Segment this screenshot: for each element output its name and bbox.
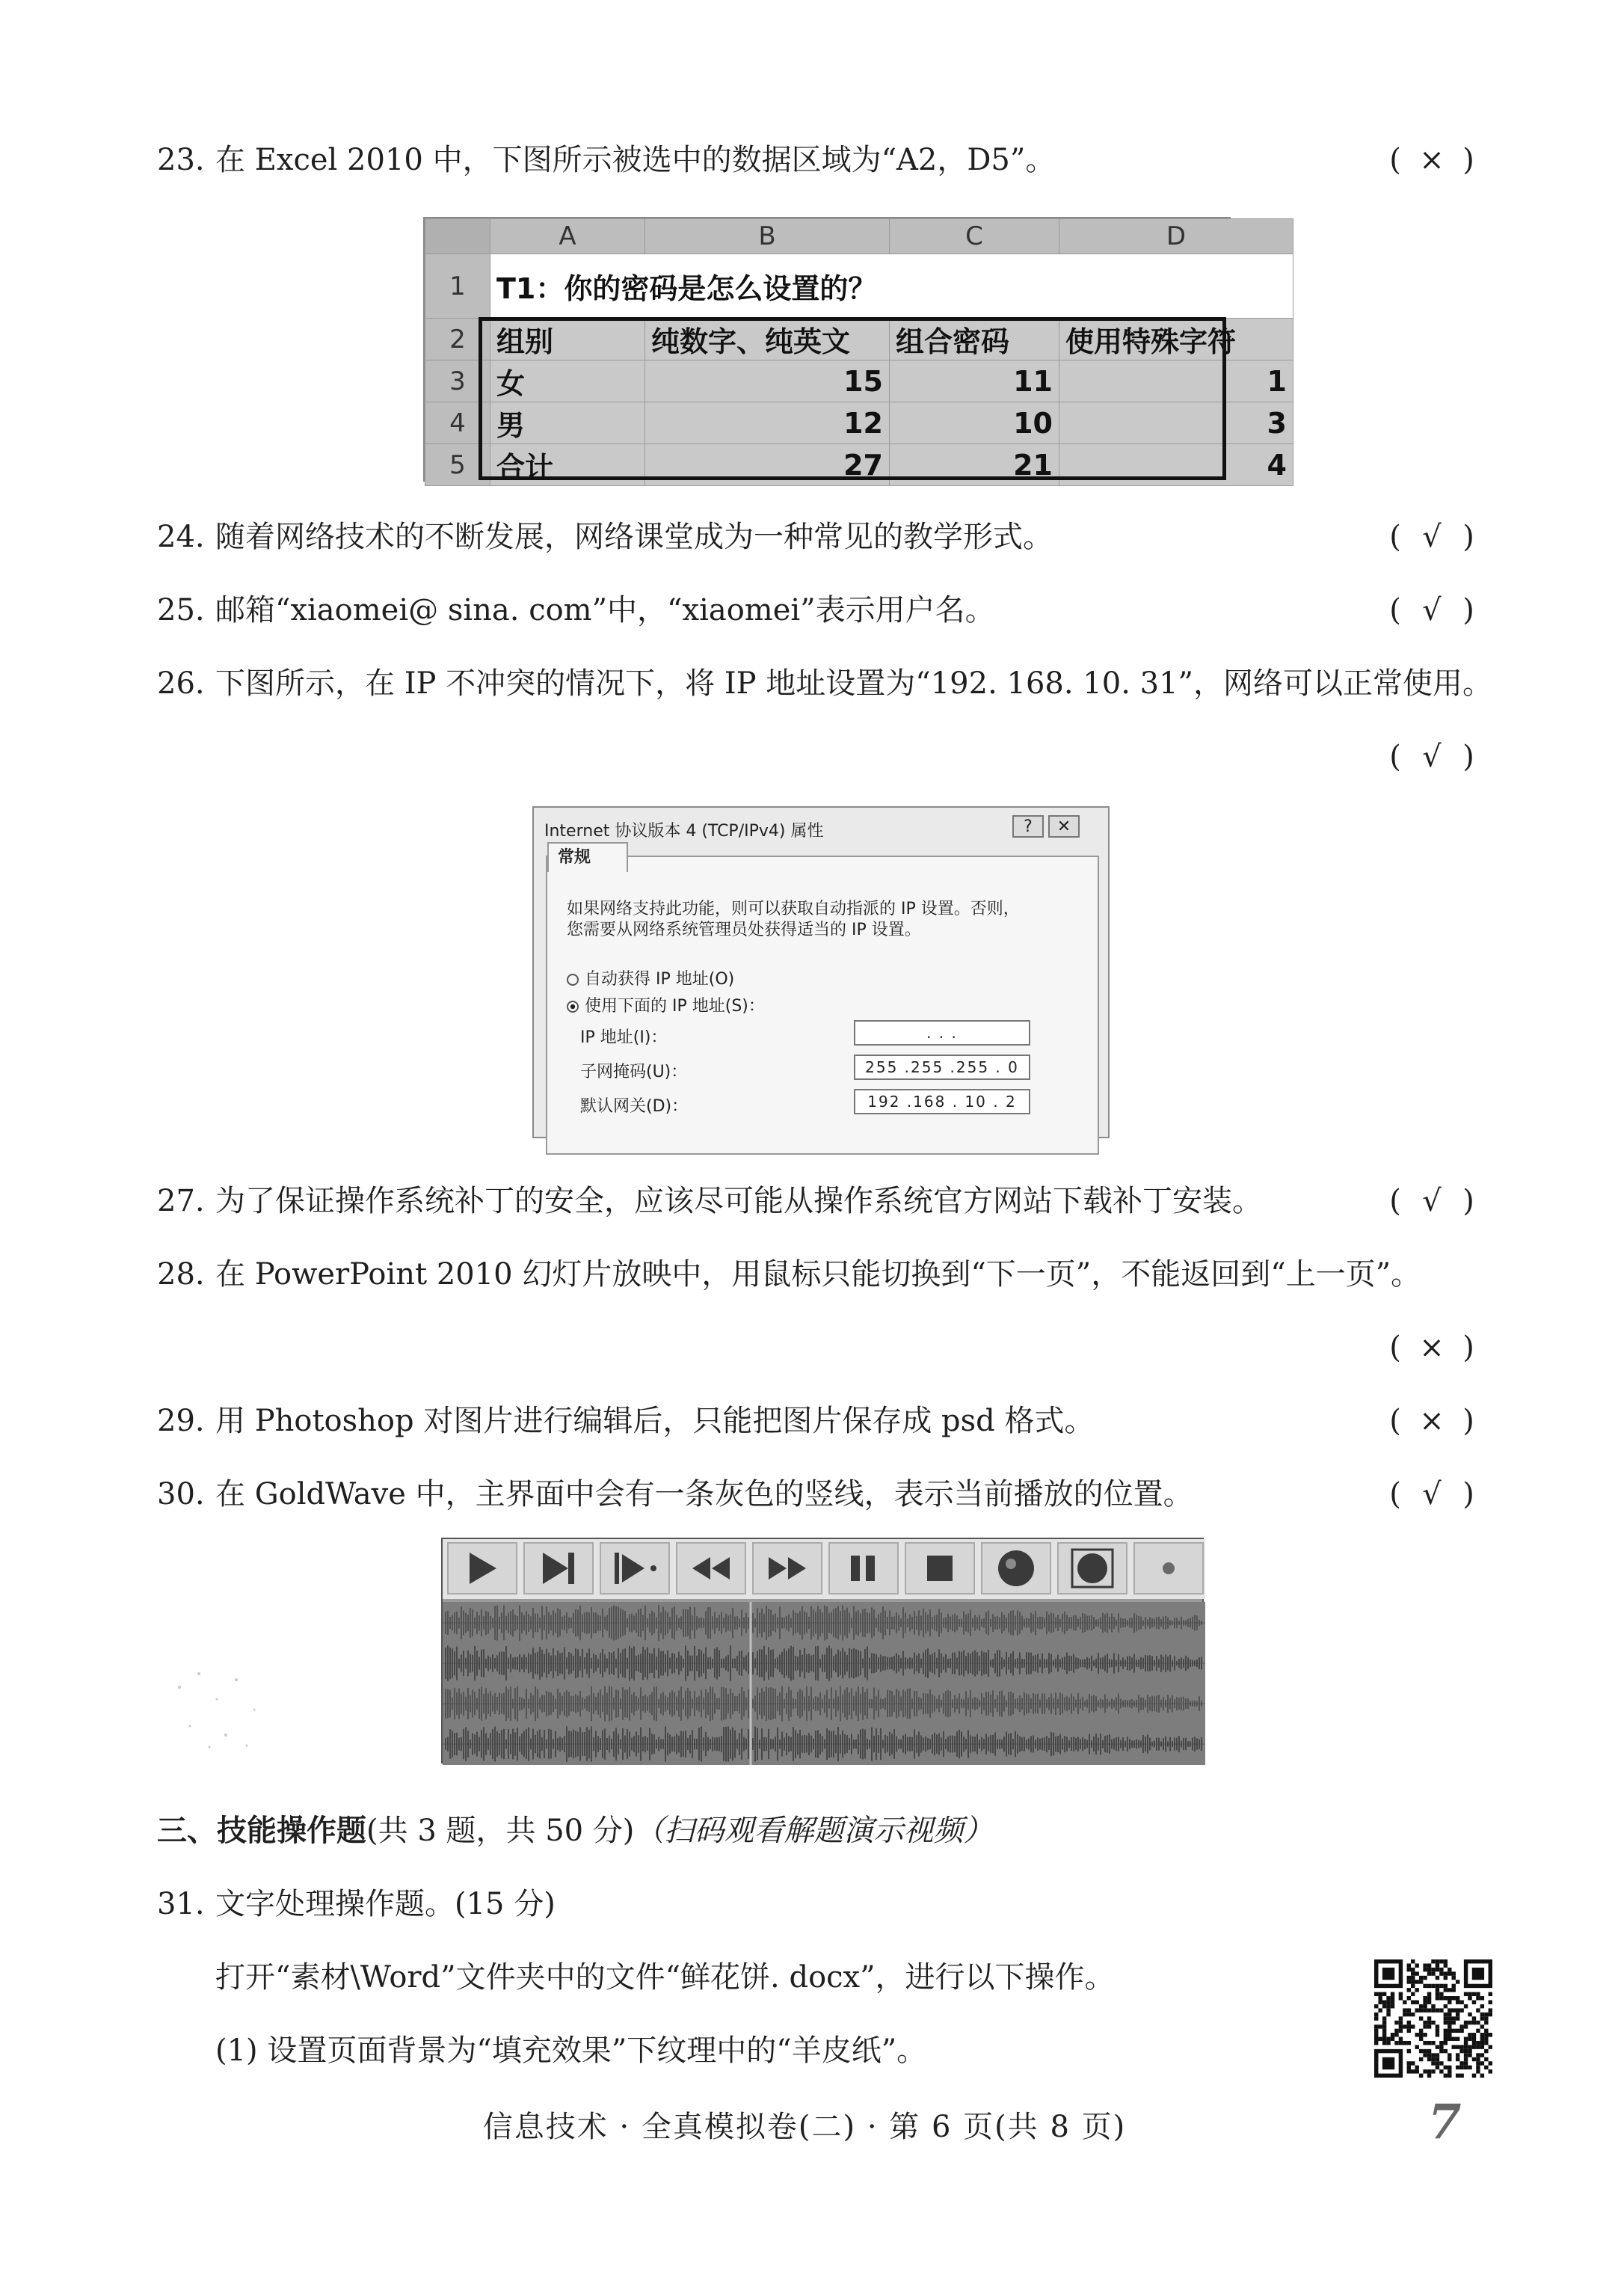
question-number: 28. xyxy=(157,1257,205,1292)
mask-label: 子网掩码(U)： xyxy=(580,1063,688,1081)
section-note: （扫码观看解题演示视频） xyxy=(634,1814,994,1848)
description-line-1: 如果网络支持此功能，则可以获取自动指派的 IP 设置。否则， xyxy=(567,900,1020,918)
data-cell: 10 xyxy=(890,402,1059,444)
question-25 xyxy=(157,589,995,631)
question-30 xyxy=(157,1473,1193,1515)
play-icon xyxy=(449,1544,516,1593)
section-heading xyxy=(157,1810,993,1852)
question-number: 23. xyxy=(157,143,205,177)
data-cell: 3 xyxy=(1059,402,1293,444)
answer-mark: √ xyxy=(1422,593,1442,627)
question-text: 为了保证操作系统补丁的安全，应该尽可能从操作系统官方网站下载补丁安装。 xyxy=(215,1184,1262,1218)
q31-instruction: 打开“素材\Word”文件夹中的文件“鲜花饼. docx”，进行以下操作。 xyxy=(215,1960,1115,1995)
answer-mark: √ xyxy=(1422,740,1442,774)
corner-cell xyxy=(425,219,490,254)
record-selection-button[interactable] xyxy=(1057,1542,1127,1594)
question-number: 25. xyxy=(157,593,205,627)
pause-button[interactable] xyxy=(828,1542,899,1594)
scan-speckles xyxy=(164,1657,277,1755)
answer-mark: × xyxy=(1419,143,1445,177)
monitor-button[interactable] xyxy=(1133,1542,1204,1594)
subnet-mask-input[interactable]: 255 .255 .255 . 0 xyxy=(854,1055,1030,1080)
close-button[interactable]: ✕ xyxy=(1048,815,1080,838)
fast-forward-button[interactable] xyxy=(752,1542,822,1594)
rewind-icon xyxy=(677,1544,745,1593)
goldwave-toolbar xyxy=(443,1539,1205,1599)
data-cell: 15 xyxy=(645,360,890,402)
data-cell: 女 xyxy=(490,360,645,402)
waveform-graphic xyxy=(443,1602,1205,1765)
radio-icon xyxy=(567,974,579,986)
answer-mark: × xyxy=(1419,1404,1445,1438)
play-from-icon xyxy=(601,1544,668,1593)
row-head: 1 xyxy=(425,254,490,319)
pause-icon xyxy=(830,1544,897,1593)
row-head: 5 xyxy=(425,444,490,486)
data-cell: 12 xyxy=(645,402,890,444)
col-head-b: B xyxy=(645,219,890,254)
auto-ip-option[interactable]: 自动获得 IP 地址(O) xyxy=(567,966,734,989)
stop-icon xyxy=(906,1544,973,1593)
answer-29: ( × ) xyxy=(1385,1400,1497,1442)
row-head: 3 xyxy=(425,360,490,402)
q31-step-1: (1) 设置页面背景为“填充效果”下纹理中的“羊皮纸”。 xyxy=(215,2033,927,2068)
tcpip-dialog-screenshot xyxy=(532,806,1110,1138)
question-text: 在 Excel 2010 中，下图所示被选中的数据区域为“A2，D5”。 xyxy=(215,143,1056,177)
question-number: 30. xyxy=(157,1477,205,1511)
question-24 xyxy=(157,516,1053,558)
question-text: 邮箱“xiaomei@ sina. com”中，“xiaomei”表示用户名。 xyxy=(215,593,995,627)
waveform-area[interactable] xyxy=(443,1602,1205,1765)
qr-code[interactable] xyxy=(1374,1959,1492,2078)
answer-23: ( × ) xyxy=(1385,139,1497,181)
record-button[interactable] xyxy=(981,1542,1051,1594)
question-number: 31. xyxy=(157,1887,205,1921)
answer-mark: × xyxy=(1419,1330,1445,1365)
col-head-d: D xyxy=(1059,219,1293,254)
question-number: 29. xyxy=(157,1404,205,1438)
answer-25: ( √ ) xyxy=(1385,589,1497,631)
section-detail: (共 3 题，共 50 分) xyxy=(366,1814,635,1848)
header-cell: 纯数字、纯英文 xyxy=(645,319,890,360)
page-number: 7 xyxy=(1428,2094,1462,2150)
data-cell: 男 xyxy=(490,402,645,444)
question-text: 用 Photoshop 对图片进行编辑后，只能把图片保存成 psd 格式。 xyxy=(215,1404,1095,1438)
question-28 xyxy=(157,1253,1421,1295)
play-button[interactable] xyxy=(447,1542,517,1594)
question-text: 下图所示，在 IP 不冲突的情况下，将 IP 地址设置为“192. 168. 10. 31”，网络可以正常使用。 xyxy=(215,666,1492,701)
record-icon xyxy=(982,1544,1050,1593)
question-29 xyxy=(157,1400,1095,1442)
answer-27: ( √ ) xyxy=(1385,1180,1497,1222)
fast-forward-icon xyxy=(754,1544,821,1593)
question-27 xyxy=(157,1180,1262,1222)
row-head: 4 xyxy=(425,402,490,444)
tab-general[interactable]: 常规 xyxy=(547,842,628,872)
row-head: 2 xyxy=(425,319,490,360)
question-text: 在 GoldWave 中，主界面中会有一条灰色的竖线，表示当前播放的位置。 xyxy=(215,1477,1193,1511)
section-title: 三、技能操作题 xyxy=(157,1813,366,1848)
goldwave-screenshot xyxy=(441,1538,1204,1764)
monitor-icon xyxy=(1135,1544,1202,1593)
answer-mark: √ xyxy=(1422,520,1442,554)
question-number: 26. xyxy=(157,666,205,701)
header-cell: 使用特殊字符 xyxy=(1059,319,1293,360)
data-cell: 27 xyxy=(645,444,890,486)
description-line-2: 您需要从网络系统管理员处获得适当的 IP 设置。 xyxy=(567,921,921,939)
dialog-title: Internet 协议版本 4 (TCP/IPv4) 属性 xyxy=(544,822,824,841)
answer-28: ( × ) xyxy=(1385,1327,1497,1369)
col-head-c: C xyxy=(890,219,1059,254)
data-cell: 1 xyxy=(1059,360,1293,402)
question-26 xyxy=(157,663,1492,705)
gateway-input[interactable]: 192 .168 . 10 . 2 xyxy=(854,1089,1030,1114)
answer-30: ( √ ) xyxy=(1385,1473,1497,1515)
header-cell: 组别 xyxy=(490,319,645,360)
title-cell: T1：你的密码是怎么设置的？ xyxy=(490,254,1293,319)
excel-screenshot xyxy=(423,217,1287,484)
question-31 xyxy=(157,1883,556,1925)
data-cell: 11 xyxy=(890,360,1059,402)
question-text: 随着网络技术的不断发展，网络课堂成为一种常见的教学形式。 xyxy=(215,520,1053,554)
radio-selected-icon xyxy=(567,1001,579,1013)
play-selection-icon xyxy=(525,1544,592,1593)
ip-label: IP 地址(I)： xyxy=(580,1028,668,1047)
question-23 xyxy=(157,139,1055,181)
play-from-button[interactable] xyxy=(600,1542,670,1594)
question-title: 文字处理操作题。(15 分) xyxy=(215,1887,556,1921)
answer-mark: √ xyxy=(1422,1477,1442,1511)
answer-26: ( √ ) xyxy=(1385,736,1497,778)
use-ip-option[interactable]: 使用下面的 IP 地址(S)： xyxy=(567,993,765,1016)
data-cell: 合计 xyxy=(490,444,645,486)
help-button[interactable]: ? xyxy=(1012,815,1044,838)
general-panel xyxy=(546,856,1099,1155)
question-number: 27. xyxy=(157,1184,205,1218)
play-selection-button[interactable] xyxy=(523,1542,594,1594)
rewind-button[interactable] xyxy=(676,1542,746,1594)
stop-button[interactable] xyxy=(905,1542,975,1594)
answer-mark: √ xyxy=(1422,1184,1442,1218)
page-footer: 信息技术 · 全真模拟卷(二) · 第 6 页(共 8 页) xyxy=(482,2110,1127,2144)
header-cell: 组合密码 xyxy=(890,319,1059,360)
data-cell: 4 xyxy=(1059,444,1293,486)
data-cell: 21 xyxy=(890,444,1059,486)
question-number: 24. xyxy=(157,520,205,554)
answer-24: ( √ ) xyxy=(1385,516,1497,558)
col-head-a: A xyxy=(490,219,645,254)
ip-address-input[interactable]: . . . xyxy=(854,1020,1030,1046)
gateway-label: 默认网关(D)： xyxy=(580,1097,689,1116)
question-text: 在 PowerPoint 2010 幻灯片放映中，用鼠标只能切换到“下一页”，不能返回到“上一页”。 xyxy=(215,1257,1421,1292)
record-selection-icon xyxy=(1059,1544,1126,1593)
